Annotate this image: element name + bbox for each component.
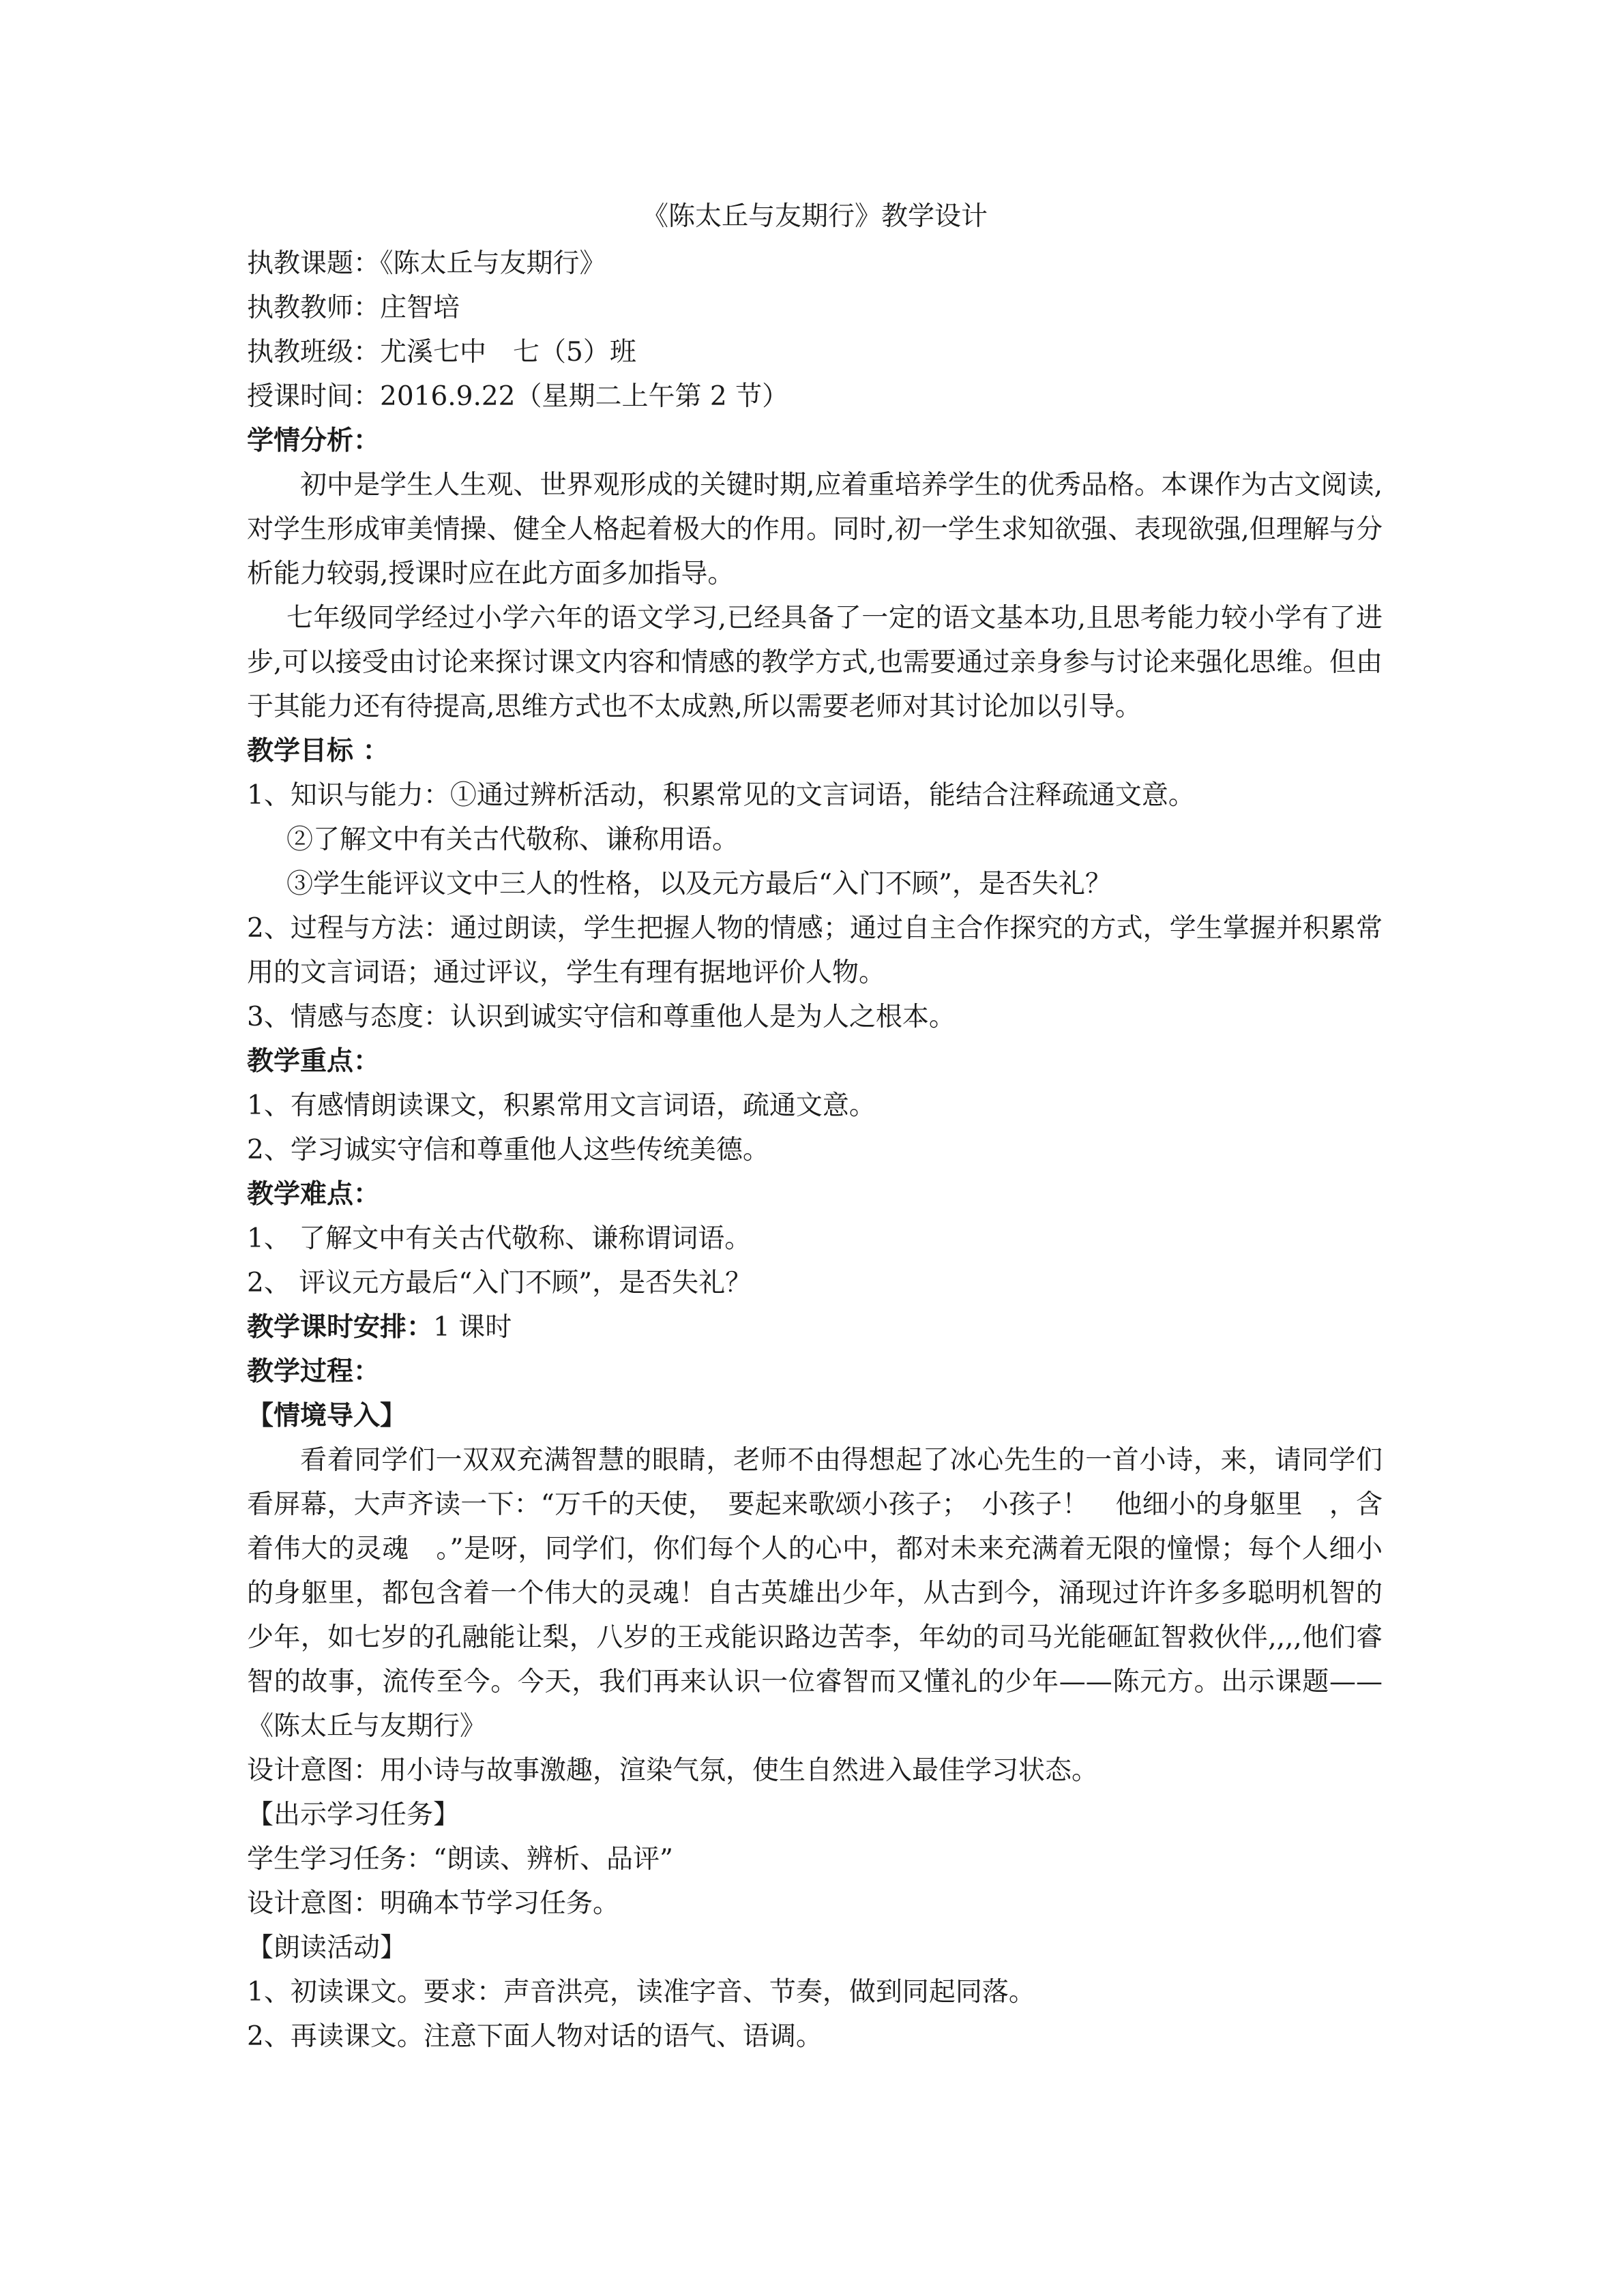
reading-heading: 【朗读活动】 [247, 1933, 407, 1963]
analysis-heading: 学情分析： [247, 426, 381, 456]
reading-item: 1、初读课文。要求：声音洪亮，读准字音、节奏，做到同起同落。 [247, 1977, 1035, 2008]
analysis-paragraph-1: 初中是学生人生观、世界观形成的关键时期,应着重培养学生的优秀品格。本课作为古文阅读,对学生形成审美情操、健全人格起着极大的作用。同时,初一学生求知欲强、表现欲强,但理解与分析能力较弱,授课时应在此方面多加指导。 [247, 470, 1383, 589]
info-class: 执教班级：尤溪七中 七（5）班 [247, 337, 636, 368]
info-course: 执教课题：《陈太丘与友期行》 [247, 248, 606, 279]
info-teacher: 执教教师：庄智培 [247, 293, 460, 323]
key-points-heading: 教学重点： [247, 1046, 381, 1077]
goal-item: 2、过程与方法：通过朗读，学生把握人物的情感；通过自主合作探究的方式，学生掌握并积累常用的文言词语；通过评议，学生有理有据地评价人物。 [247, 913, 1383, 988]
goal-item: ③学生能评议文中三人的性格，以及元方最后“入门不顾”，是否失礼？ [286, 869, 1112, 899]
reading-item: 2、再读课文。注意下面人物对话的语气、语调。 [247, 2021, 823, 2052]
document-title: 《陈太丘与友期行》教学设计 [641, 201, 988, 232]
process-heading: 教学过程： [247, 1356, 381, 1387]
key-point-item: 1、有感情朗读课文，积累常用文言词语，疏通文意。 [247, 1090, 876, 1121]
difficulty-item: 1、 了解文中有关古代敬称、谦称谓词语。 [247, 1223, 752, 1254]
intro-heading: 【情境导入】 [247, 1401, 407, 1431]
key-point-item: 2、学习诚实守信和尊重他人这些传统美德。 [247, 1135, 769, 1165]
goal-item: 3、情感与态度：认识到诚实守信和尊重他人是为人之根本。 [247, 1002, 956, 1032]
schedule-label: 教学课时安排： [247, 1312, 434, 1343]
goal-item: ②了解文中有关古代敬称、谦称用语。 [286, 824, 739, 855]
intro-text: 看着同学们一双双充满智慧的眼睛，老师不由得想起了冰心先生的一首小诗，来，请同学们看屏幕，大声齐读一下：“万千的天使， 要起来歌颂小孩子； 小孩子！ 他细小的身躯里 ，含着伟大的灵魂 。”是呀，同学们，你们每个人的心中，都对未来充满着无限的憧憬；每个人细小的身躯里，都包含着一个伟大的灵魂！自古英雄出少年，从古到今，涌现过许许多多聪明机智的少年，如七岁的孔融能让梨，八岁的王戎能识路边苦李，年幼的司马光能砸缸智救伙伴,,,,他们睿智的故事，流传至今。今天，我们再来认识一位睿智而又懂礼的少年——陈元方。出示课题——《陈太丘与友期行》 [247, 1445, 1383, 1742]
intro-intent: 设计意图：用小诗与故事激趣，渲染气氛，使生自然进入最佳学习状态。 [247, 1755, 1099, 1786]
goals-heading: 教学目标 ： [247, 736, 389, 766]
task-text: 学生学习任务：“朗读、辨析、品评” [247, 1844, 673, 1875]
task-heading: 【出示学习任务】 [247, 1800, 460, 1830]
difficulty-item: 2、 评议元方最后“入门不顾”，是否失礼？ [247, 1268, 752, 1298]
schedule-value: 1 课时 [433, 1312, 512, 1343]
goal-item: 1、知识与能力：①通过辨析活动，积累常见的文言词语，能结合注释疏通文意。 [247, 780, 1195, 811]
document-body [247, 192, 1383, 2059]
schedule-line [247, 1305, 1383, 1350]
difficulties-heading: 教学难点： [247, 1179, 381, 1210]
analysis-paragraph-2: 七年级同学经过小学六年的语文学习,已经具备了一定的语文基本功,且思考能力较小学有了进步,可以接受由讨论来探讨课文内容和情感的教学方式,也需要通过亲身参与讨论来强化思维。但由于其能力还有待提高,思维方式也不太成熟,所以需要老师对其讨论加以引导。 [247, 603, 1383, 722]
task-intent: 设计意图：明确本节学习任务。 [247, 1888, 620, 1919]
info-time: 授课时间：2016.9.22（星期二上午第 2 节） [247, 381, 789, 412]
